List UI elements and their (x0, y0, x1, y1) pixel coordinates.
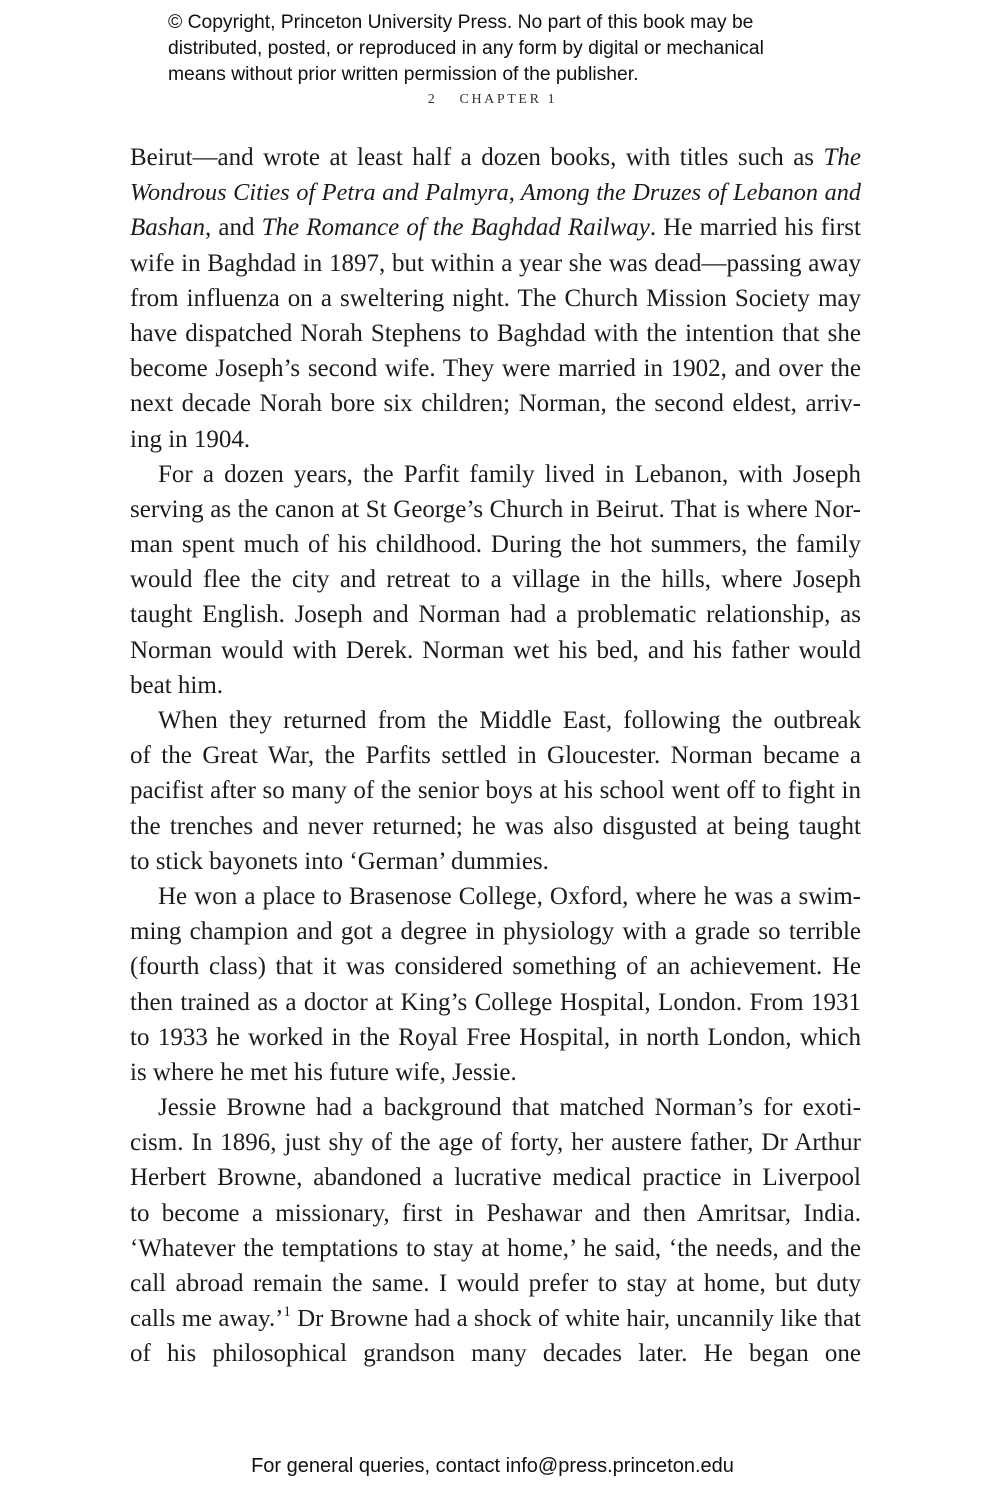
text-line (130, 175, 861, 210)
text-line: next decade Norah bore six children; Norman, the second eldest, arriv- (130, 390, 861, 418)
text-line: is where he met his future wife, Jessie. (130, 1058, 517, 1086)
chapter-label: CHAPTER 1 (459, 92, 558, 107)
copyright-line: distributed, posted, or reproduced in any form by digital or mechanical (168, 38, 764, 59)
text-line: beat him. (130, 671, 224, 699)
body-text (130, 140, 861, 1372)
footnote-marker[interactable]: 1 (283, 1304, 291, 1321)
text-line: ‘Whatever the temptations to stay at home,’ he said, ‘the needs, and the (130, 1234, 861, 1262)
copyright-line: © Copyright, Princeton University Press. No part of this book may be (168, 12, 754, 33)
text-line: to 1933 he worked in the Royal Free Hospital, in north London, which (130, 1023, 861, 1051)
text-line: Norman would with Derek. Norman wet his bed, and his father would (130, 636, 861, 664)
text-line: For a dozen years, the Parfit family lived in Lebanon, with Joseph (158, 460, 861, 488)
text-line: calls me away.’$^1$ Dr Browne had a shock of white hair, uncannily like that (130, 1304, 861, 1333)
footer-contact: For general queries, contact info@press.princeton.edu (251, 1455, 734, 1477)
book-title: Bashan (130, 214, 205, 242)
text-line: have dispatched Norah Stephens to Baghdad with the intention that she (130, 319, 861, 347)
text-line: Jessie Browne had a background that matched Norman’s for exoti- (158, 1094, 861, 1122)
text-line: to stick bayonets into ‘German’ dummies. (130, 847, 549, 875)
text-line: from influenza on a sweltering night. The Church Mission Society may (130, 284, 861, 312)
text-line: serving as the canon at St George’s Church in Beirut. That is where Nor- (130, 495, 861, 523)
book-title: The Romance of the Baghdad Railway (261, 214, 650, 242)
text-line: call abroad remain the same. I would prefer to stay at home, but duty (130, 1270, 861, 1297)
copyright-line: means without prior written permission of the publisher. (168, 64, 639, 85)
text-line: wife in Baghdad in 1897, but within a year she was dead—passing away (130, 249, 861, 277)
text-line: Beirut—and wrote at least half a dozen books, with titles such as The (130, 144, 861, 171)
text-line: ming champion and got a degree in physiology with a grade so terrible (130, 918, 861, 946)
text-line: man spent much of his childhood. During the hot summers, the family (130, 531, 861, 559)
text-line: When they returned from the Middle East, following the outbreak (158, 707, 861, 734)
text-line: then trained as a doctor at King’s College Hospital, London. From 1931 (130, 988, 861, 1016)
book-title: The (823, 144, 861, 171)
text-line: ing in 1904. (130, 425, 251, 453)
text-line: of his philosophical grandson many decades later. He began one (130, 1340, 861, 1368)
book-title: Wondrous Cities of Petra and Palmyra, Among the Druzes of Lebanon and (130, 179, 861, 207)
text-line: to become a missionary, first in Peshawar and then Amritsar, India. (130, 1199, 861, 1227)
running-head (0, 92, 985, 108)
text-line: Bashan, and The Romance of the Baghdad Railway. He married his first (130, 214, 861, 242)
text-line: He won a place to Brasenose College, Oxford, where he was a swim- (158, 882, 861, 910)
text-line: become Joseph’s second wife. They were married in 1902, and over the (130, 355, 861, 383)
text-line: would flee the city and retreat to a village in the hills, where Joseph (130, 566, 861, 594)
text-line: cism. In 1896, just shy of the age of forty, her austere father, Dr Arthur (130, 1129, 861, 1157)
page-number: 2 (427, 92, 438, 107)
copyright-notice (168, 10, 888, 88)
text-line: Herbert Browne, abandoned a lucrative medical practice in Liverpool (130, 1164, 861, 1192)
text-line: the trenches and never returned; he was also disgusted at being taught (130, 812, 861, 840)
text-line: taught English. Joseph and Norman had a problematic relationship, as (130, 601, 861, 629)
text-line: of the Great War, the Parfits settled in Gloucester. Norman became a (130, 742, 861, 770)
text-line: pacifist after so many of the senior boys at his school went off to fight in (130, 777, 861, 805)
text-line: (fourth class) that it was considered something of an achievement. He (130, 953, 861, 981)
